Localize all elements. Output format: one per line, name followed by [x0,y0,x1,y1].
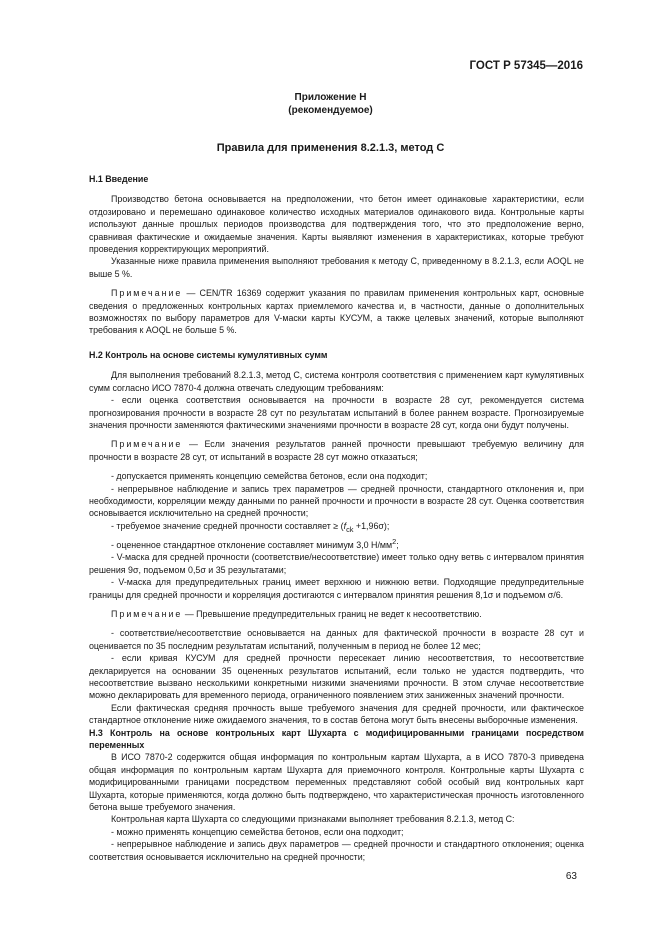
note [89,287,584,337]
list-item: - оцененное стандартное отклонение составляет минимум 3,0 $Н/мм^2$; [111,536,399,550]
note [89,608,584,620]
paragraph: Если фактическая средняя прочность выше требуемого значения для средней прочности, или фактическое стандартное отклонение ниже ожидаемого значения, то в состав бетона могут быть внесены выборочные изменения. [89,702,584,726]
list-item: - если кривая КУСУМ для средней прочности пересекает линию несоответствия, то несоответствие декларируется на основании 35 оцененных результатов испытаний, если только не удастся подтвердить, что несоответствие вызвано несколькими конкретными низкими значениями прочности. В этом случае несоответствие можно декларировать для временного периода, ограниченного появлением этих заниженных значений прочности. [89,653,584,701]
appendix-title: Правила для применения 8.2.1.3, метод С [216,142,445,154]
appendix-name: Приложение Н [294,92,367,103]
list-item: - можно применять концепцию семейства бетонов, если она подходит; [111,826,404,837]
appendix-status: (рекомендуемое) [288,105,373,116]
section-heading-h2: Н.2 Контроль на основе системы кумулятивных сумм [89,349,328,360]
note-text: — CEN/TR 16369 содержит указания по правилам применения контрольных карт, основные сведения о предложенных контрольных картах приемлемого качества и, в частности, данные о дополнительных возможностях по выбору параметров для V-маски карты КУСУМ, а также целевых значений, которые выполняют требования к AOQL не больше 5 %. [89,288,584,336]
list-item: - V-маска для предупредительных границ имеет верхнюю и нижнюю ветви. Подходящие предупредительные границы для средней прочности и корреляция достигаются с интервалом принятия решения 8,1σ и подъемом σ/6. [89,577,584,600]
note-text: — Превышение предупредительных границ не ведет к несоответствию. [182,608,482,619]
paragraph: Указанные ниже правила применения выполняют требования к методу С, приведенному в 8.2.1.3, если AOQL не выше 5 %. [89,256,584,279]
paragraph: В ИСО 7870-2 содержится общая информация по контрольным картам Шухарта, а в ИСО 7870-3 приведена общая информация по контрольным картам Шухарта для приемочного контроля. Контрольные карты Шухарта с модифицированными границами посредством переменных представляют собой особый вид контрольных карт Шухарта, которые применяются, когда должно быть подтверждено, что характеристическая прочность изготовленного бетона выше требуемого значения. [89,752,584,813]
list-item: - требуемое значение средней прочности составляет ≥ $(f_{ck} +1,96\sigma)$; [111,520,390,534]
note-text: — Если значения результатов ранней прочности превышают требуемую величину для прочности в возрасте 28 сут, от испытаний в возрасте 28 сут можно отказаться; [89,439,584,462]
document-id: ГОСТ Р 57345—2016 [469,60,583,72]
section-heading-h1: Н.1 Введение [89,174,149,184]
note-label: Примечание [111,288,183,299]
appendix-heading [0,91,661,117]
note-label: Примечание [111,439,183,450]
list-item: - допускается применять концепцию семейства бетонов, если она подходит; [111,471,428,482]
document-body [89,173,584,863]
paragraph: Для выполнения требований 8.2.1.3, метод С, система контроля соответствия с применением карт кумулятивных сумм согласно ИСО 7870-4 должна отвечать следующим требованиям: [89,370,584,393]
list-item: - если оценка соответствия основывается на прочности в возрасте 28 сут, рекомендуется система прогнозирования прочности в возрасте 28 сут по результатам испытаний в более раннем возрасте. Прогнозируемые значения прочности заменяются фактическими значениями прочности в возрасте 28 сут, когда они будут получены. [89,395,584,430]
note-label: Примечание [111,608,183,619]
page-number: 63 [565,871,577,882]
list-item: - непрерывное наблюдение и запись трех параметров — средней прочности, стандартного отклонения и, при необходимости, корреляции между данными по ранней прочности и прочности в возрасте 28 сут. Оценка соответствия основывается исключительно на средней прочности; [89,483,584,519]
section-heading-h3: Н.3 Контроль на основе контрольных карт Шухарта с модифицированными границами посредством переменных [89,727,584,750]
note [89,438,584,463]
paragraph: Контрольная карта Шухарта со следующими признаками выполняет требования 8.2.1.3, метод С: [111,814,515,825]
list-item: - V-маска для средней прочности (соответствие/несоответствие) имеет только одну ветвь с интервалом принятия решения 9σ, подъемом 0,5σ и 35 результатами; [89,552,584,575]
list-item: - соответствие/несоответствие основывается на данных для фактической прочности в возрасте 28 сут и оценивается по 35 последним результатам испытаний, полученным в период не более 12 мес; [89,628,584,651]
list-item: - непрерывное наблюдение и запись двух параметров — средней прочности и стандартного отклонения; оценка соответствия основывается исключительно на средней прочности; [89,839,584,862]
paragraph: Производство бетона основывается на предположении, что бетон имеет одинаковые характеристики, если отдозировано и перемешано одинаковое количество исходных материалов одинакового вида. Контрольные карты используют данные прошлых периодов производства для подтверждения того, что это предположение верно, сравнивая фактические и ожидаемые значения. Карты выявляют изменения в характеристиках, которые требуют проведения корректирующих мероприятий. [89,194,584,255]
